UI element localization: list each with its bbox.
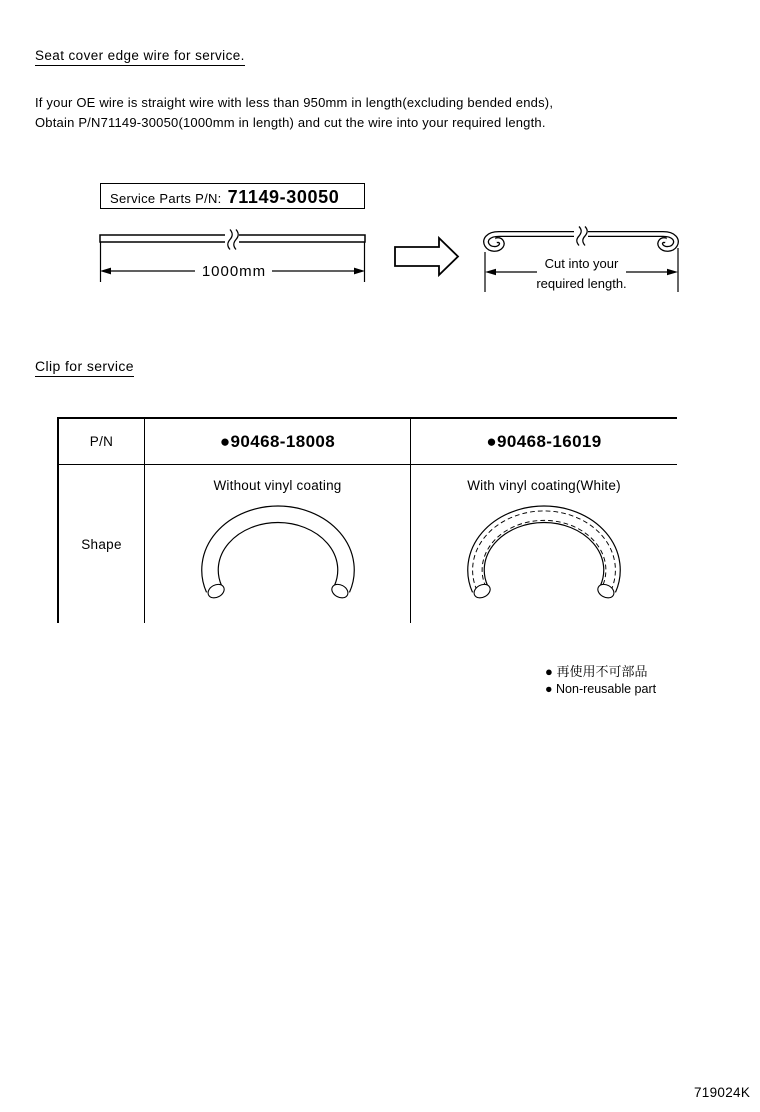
document-number: 719024K xyxy=(694,1085,751,1100)
dimension-arrow-right-icon xyxy=(354,268,365,275)
bent-wire-diagram xyxy=(477,226,685,298)
service-parts-number: 71149-30050 xyxy=(227,187,340,207)
table-cell-pn-2: ●90468-16019 xyxy=(411,419,677,465)
table-cell-shape-1 xyxy=(145,465,411,623)
legend-japanese: ● 再使用不可部品 xyxy=(545,664,648,679)
clip-section-heading-wrap xyxy=(35,358,134,377)
shape-label-without-coating: Without vinyl coating xyxy=(213,478,342,493)
wire-section-heading-wrap xyxy=(35,47,245,66)
wire-instructions-line2: Obtain P/N71149-30050(1000mm in length) and cut the wire into your required length. xyxy=(35,114,546,130)
clip-band-fill xyxy=(210,514,346,589)
wire-section-title: Seat cover edge wire for service. xyxy=(35,48,245,66)
block-arrow-icon xyxy=(393,235,461,279)
clip-drawing-plain xyxy=(193,502,363,619)
table-header-shape: Shape xyxy=(59,465,145,623)
non-reusable-legend xyxy=(545,663,656,698)
legend-english: ● Non-reusable part xyxy=(545,681,657,696)
table-header-pn: P/N xyxy=(59,419,145,465)
wire-instructions xyxy=(35,93,553,132)
shape-label-with-coating: With vinyl coating(White) xyxy=(467,478,621,493)
clip-section-title: Clip for service xyxy=(35,358,134,377)
service-parts-label: Service Parts P/N: xyxy=(110,191,222,206)
cut-label-line2: required length. xyxy=(536,276,627,291)
dimension-arrow-left-icon xyxy=(485,269,496,276)
dimension-arrow-left-icon xyxy=(100,268,111,275)
clip-drawing-coated xyxy=(459,502,629,619)
dimension-arrow-right-icon xyxy=(667,269,678,276)
clip-table xyxy=(57,417,677,623)
cut-label-line1: Cut into your xyxy=(544,256,619,271)
table-cell-pn-1: ●90468-18008 xyxy=(145,419,411,465)
wire-length-label: 1000mm xyxy=(201,263,267,280)
table-cell-shape-2 xyxy=(411,465,677,623)
service-parts-box xyxy=(100,183,365,209)
block-arrow-shape xyxy=(395,238,458,275)
wire-instructions-line1: If your OE wire is straight wire with less than 950mm in length(excluding bended ends), xyxy=(35,95,554,110)
straight-wire-diagram xyxy=(96,228,372,288)
